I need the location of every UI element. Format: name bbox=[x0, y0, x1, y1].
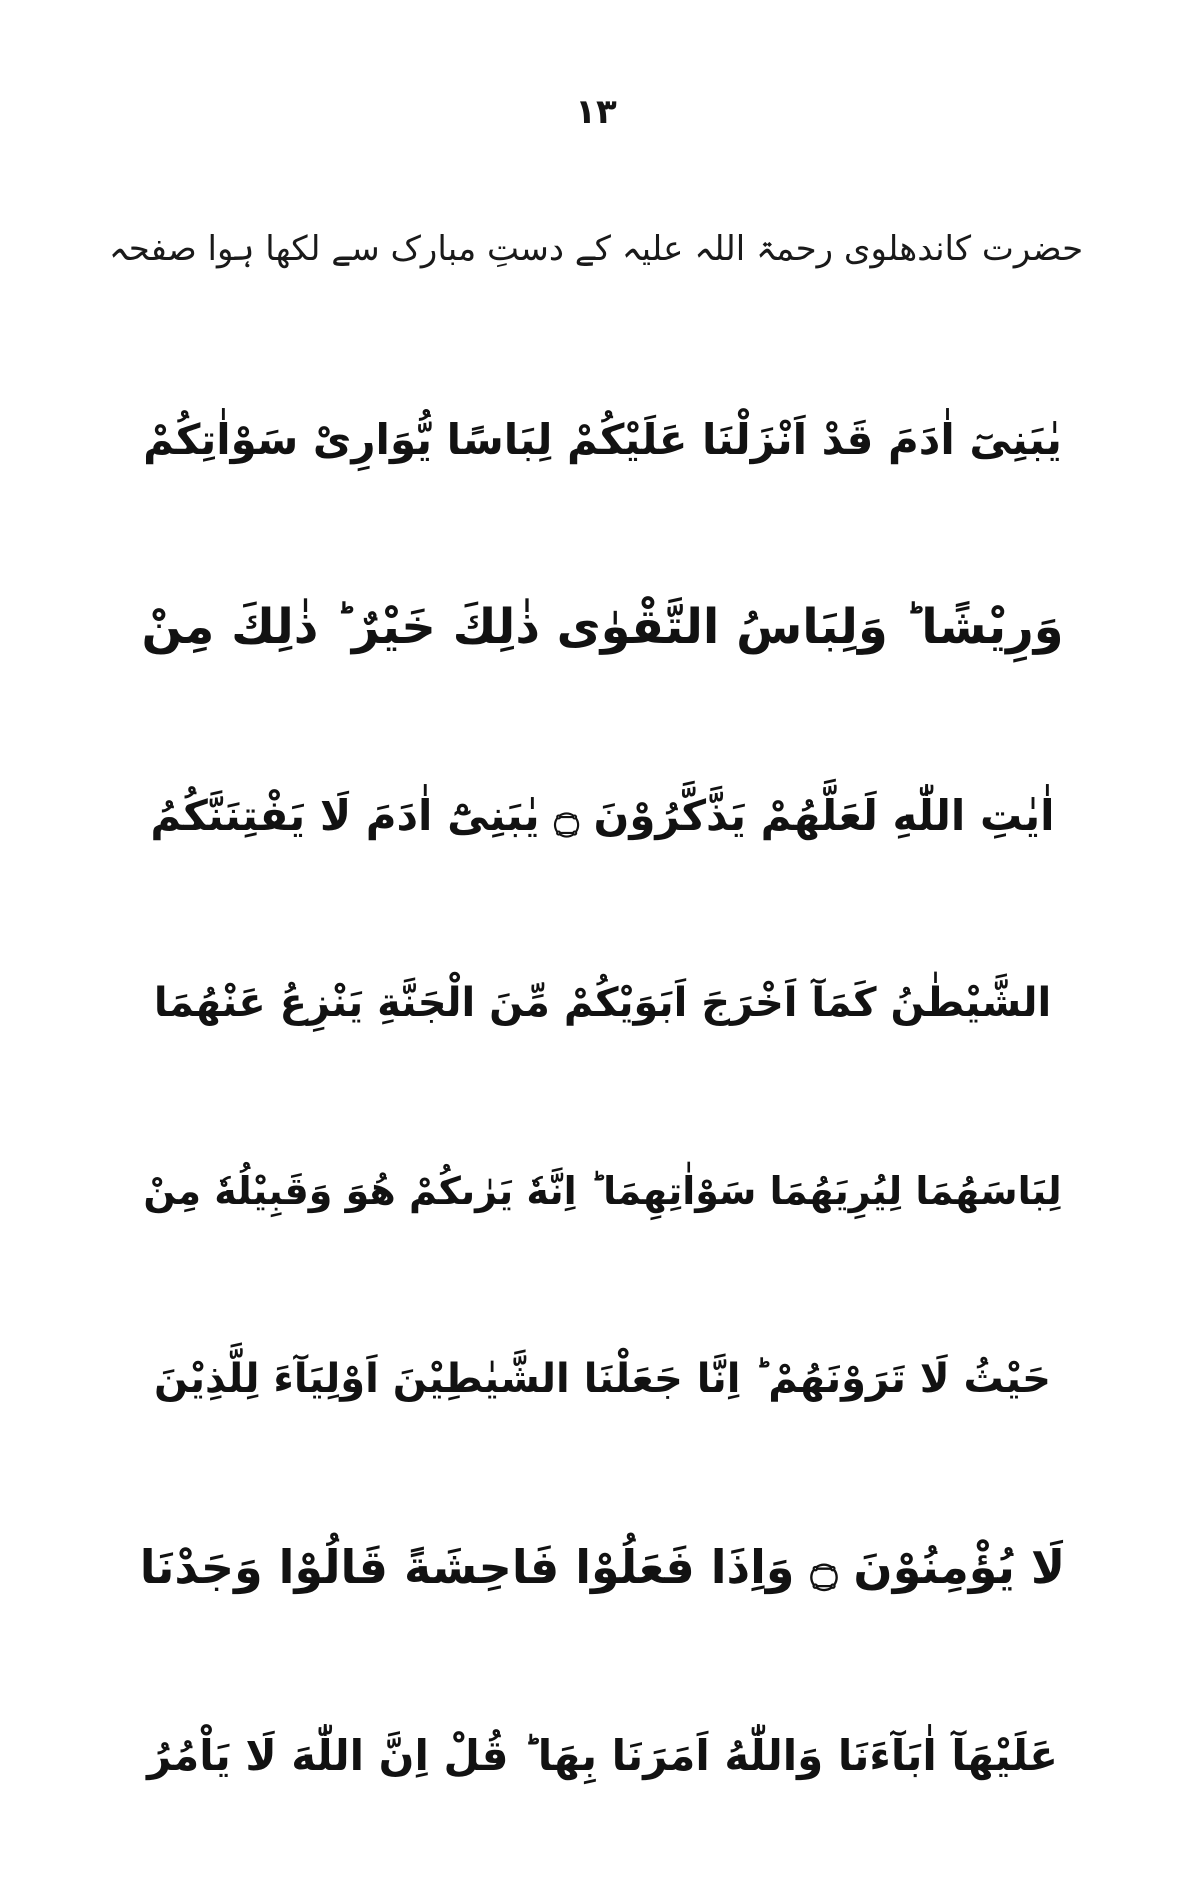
verse-line: اٰیٰتِ اللّٰهِ لَعَلَّهُمْ یَذَّكَّرُوْنَ ۝ یٰبَنِیْٓ اٰدَمَ لَا یَفْتِنَنَّكُمُ bbox=[150, 790, 1055, 840]
verse-line: الشَّیْطٰنُ كَمَآ اَخْرَجَ اَبَوَیْكُمْ مِّنَ الْجَنَّةِ یَنْزِعُ عَنْهُمَا bbox=[153, 980, 1052, 1026]
verse-line: یٰبَنِیٓ اٰدَمَ قَدْ اَنْزَلْنَا عَلَیْكُمْ لِبَاسًا یُّوَارِیْ سَوْاٰتِكُمْ bbox=[143, 414, 1062, 464]
verse-line: عَلَیْهَآ اٰبَآءَنَا وَاللّٰهُ اَمَرَنَا بِهَا ؕ قُلْ اِنَّ اللّٰهَ لَا یَاْمُرُ bbox=[147, 1730, 1058, 1780]
page-caption: حضرت کاندھلوی رحمۃ اللہ علیہ کے دستِ مبارک سے لکھا ہوا صفحہ bbox=[108, 229, 1084, 269]
page-number: ١٣ bbox=[575, 92, 617, 132]
verse-line: حَیْثُ لَا تَرَوْنَهُمْ ؕ اِنَّا جَعَلْنَا الشَّیٰطِیْنَ اَوْلِیَآءَ لِلَّذِیْنَ bbox=[154, 1356, 1051, 1402]
verse-text-block bbox=[140, 345, 1065, 1849]
verse-line: لِبَاسَهُمَا لِیُرِیَهُمَا سَوْاٰتِهِمَا ؕ اِنَّهٗ یَرٰىكُمْ هُوَ وَقَبِیْلُهٗ مِنْ bbox=[143, 1169, 1062, 1213]
verse-line: وَرِیْشًا ؕ وَلِبَاسُ التَّقْوٰی ذٰلِكَ خَیْرٌ ؕ ذٰلِكَ مِنْ bbox=[141, 599, 1064, 655]
verse-line: لَا یُؤْمِنُوْنَ ۝ وَاِذَا فَعَلُوْا فَاحِشَةً قَالُوْا وَجَدْنَا bbox=[139, 1540, 1066, 1594]
